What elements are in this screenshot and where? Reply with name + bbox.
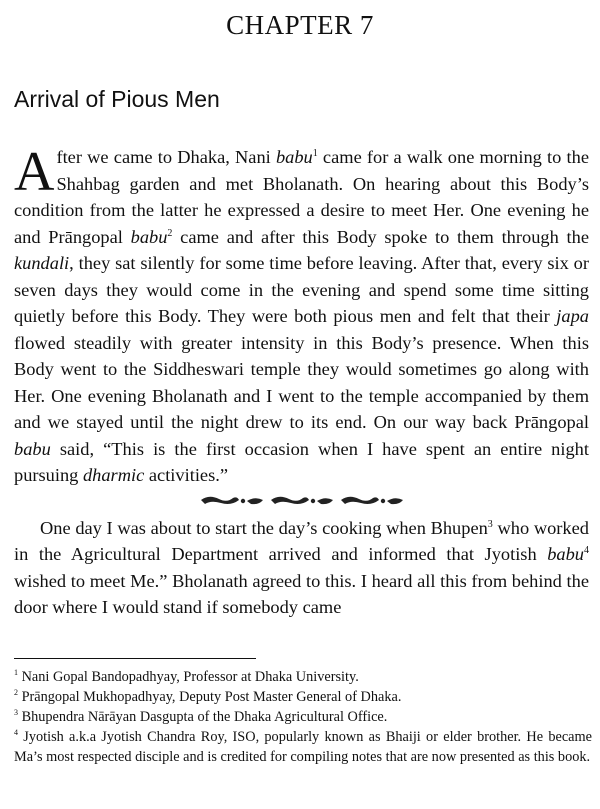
paragraph-2: One day I was about to start the day’s cooking when Bhupen$^3$ who worked in the Agricultural Department arrived and informed that Jyotish babu$^4$ wished to meet Me.” Bholanath agreed to this. I heard all this from behind the door where I would stand if somebody came bbox=[14, 517, 589, 617]
footnote-4: $^4$ Jyotish a.k.a Jyotish Chandra Roy, ISO, popularly known as Bhaiji or elder brother. He became Ma’s most respected disciple and is credited for compiling notes that are now presented as this book. bbox=[14, 728, 592, 765]
paragraph-1: After we came to Dhaka, Nani babu$^1$ came for a walk one morning to the Shahbag garden and met Bholanath. On hearing about this Body’s condition from the latter he expressed a desire to meet Her. One evening he and Prāngopal babu$^2$ came and after this Body spoke to them through the kundali, they sat silently for some time before leaving. After that, every six or seven days they would come in the evening and spend some time sitting quietly before this Body. They were both pious men and felt that their japa flowed steadily with greater intensity in this Body’s presence. When this Body went to the Siddheswari temple they would sometimes go along with Her. One evening Bholanath and I went to the temple accompanied by them and we stayed until the night drew to its end. On our way back Prāngopal babu said, “This is the first occasion when I have spent an entire night pursuing dharmic activities.” bbox=[14, 141, 590, 485]
footnote-2: $^2$ Prāngopal Mukhopadhyay, Deputy Post Master General of Dhaka. bbox=[14, 688, 402, 705]
footnote-1: $^1$ Nani Gopal Bandopadhyay, Professor at Dhaka University. bbox=[14, 668, 359, 685]
chapter-title: CHAPTER 7 bbox=[226, 10, 374, 40]
footnote-ref-2: 2 bbox=[167, 227, 173, 239]
footnotes bbox=[14, 667, 592, 767]
footnote-divider bbox=[14, 658, 256, 659]
footnote-ref-4: 4 bbox=[584, 544, 589, 556]
drop-cap: A bbox=[14, 141, 55, 203]
footnote-3: $^3$ Bhupendra Nārāyan Dasgupta of the Dhaka Agricultural Office. bbox=[14, 708, 388, 725]
ornament-icon bbox=[197, 492, 407, 508]
footnote-ref-1: 1 bbox=[312, 147, 318, 159]
footnote-ref-3: 3 bbox=[487, 518, 493, 530]
section-heading: Arrival of Pious Men bbox=[14, 86, 220, 112]
body-text bbox=[14, 141, 590, 621]
section-break-ornament bbox=[14, 490, 589, 510]
